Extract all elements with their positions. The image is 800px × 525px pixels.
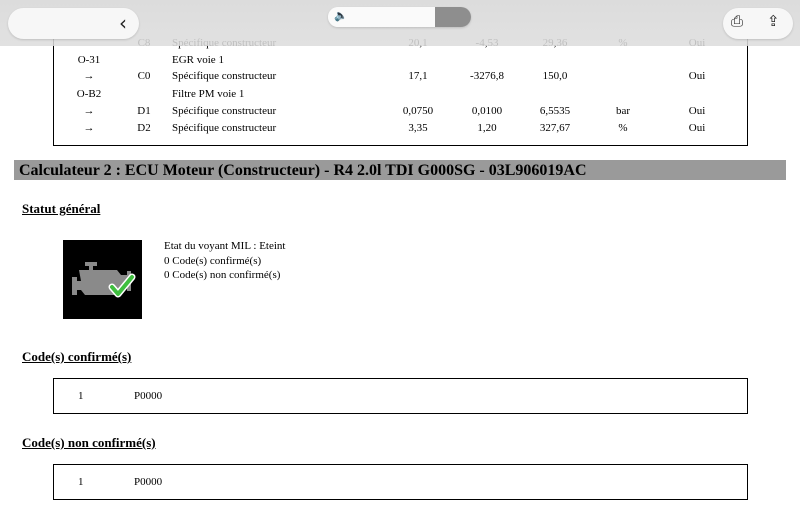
speaker-icon: 🔈 xyxy=(334,9,348,22)
confirmed-codes-box xyxy=(53,378,748,414)
status-heading: Statut général xyxy=(22,201,101,216)
table-cell: 0,0750 xyxy=(402,105,434,117)
confirmed-count: 0 Code(s) confirmé(s) xyxy=(164,255,262,267)
table-cell: O-B2 xyxy=(76,88,102,100)
table-cell: → xyxy=(83,105,95,117)
code-index: 1 xyxy=(78,390,84,402)
mil-status: Etat du voyant MIL : Eteint xyxy=(164,240,286,252)
table-cell: 17,1 xyxy=(408,70,428,82)
table-cell: 327,67 xyxy=(539,122,571,134)
share-icon[interactable]: ⇪ xyxy=(767,12,780,30)
table-cell: 0,0100 xyxy=(471,105,503,117)
table-cell: % xyxy=(618,122,628,134)
actions-group xyxy=(723,8,793,39)
section-title: Calculateur 2 : ECU Moteur (Constructeur) - R4 2.0l TDI G000SG - 03L906019AC xyxy=(19,162,587,179)
table-cell: Oui xyxy=(688,122,706,134)
table-cell: Oui xyxy=(688,70,706,82)
table-cell: Spécifique constructeur xyxy=(172,122,277,134)
viewer-toolbar xyxy=(0,0,800,46)
engine-check-icon xyxy=(63,240,142,319)
table-cell: C0 xyxy=(137,70,151,82)
print-icon[interactable]: ⎙ xyxy=(731,12,744,30)
table-cell: Oui xyxy=(688,105,706,117)
table-cell: Filtre PM voie 1 xyxy=(172,88,245,100)
table-cell: Spécifique constructeur xyxy=(172,70,277,82)
chevron-left-icon: ‹ xyxy=(119,11,127,35)
volume-track-remaining xyxy=(435,7,471,27)
unconfirmed-codes-heading: Code(s) non confirmé(s) xyxy=(22,435,156,450)
table-cell: 1,20 xyxy=(477,122,497,134)
table-cell: D1 xyxy=(137,105,151,117)
table-cell: 3,35 xyxy=(408,122,428,134)
fault-code: P0000 xyxy=(134,476,163,488)
table-cell: 150,0 xyxy=(542,70,568,82)
unconfirmed-codes-box xyxy=(53,464,748,500)
volume-slider[interactable] xyxy=(328,7,471,27)
table-cell: → xyxy=(83,70,95,82)
table-cell: bar xyxy=(615,105,631,117)
table-cell: Spécifique constructeur xyxy=(172,105,277,117)
table-cell: EGR voie 1 xyxy=(172,54,224,66)
fault-code: P0000 xyxy=(134,390,163,402)
confirmed-codes-heading: Code(s) confirmé(s) xyxy=(22,349,132,364)
table-cell: → xyxy=(83,122,95,134)
table-cell: 6,5535 xyxy=(539,105,571,117)
table-cell: O-31 xyxy=(77,54,101,66)
table-cell: D2 xyxy=(137,122,151,134)
code-index: 1 xyxy=(78,476,84,488)
back-button[interactable] xyxy=(8,8,139,39)
unconfirmed-count: 0 Code(s) non confirmé(s) xyxy=(164,269,281,281)
table-cell: -3276,8 xyxy=(470,70,504,82)
